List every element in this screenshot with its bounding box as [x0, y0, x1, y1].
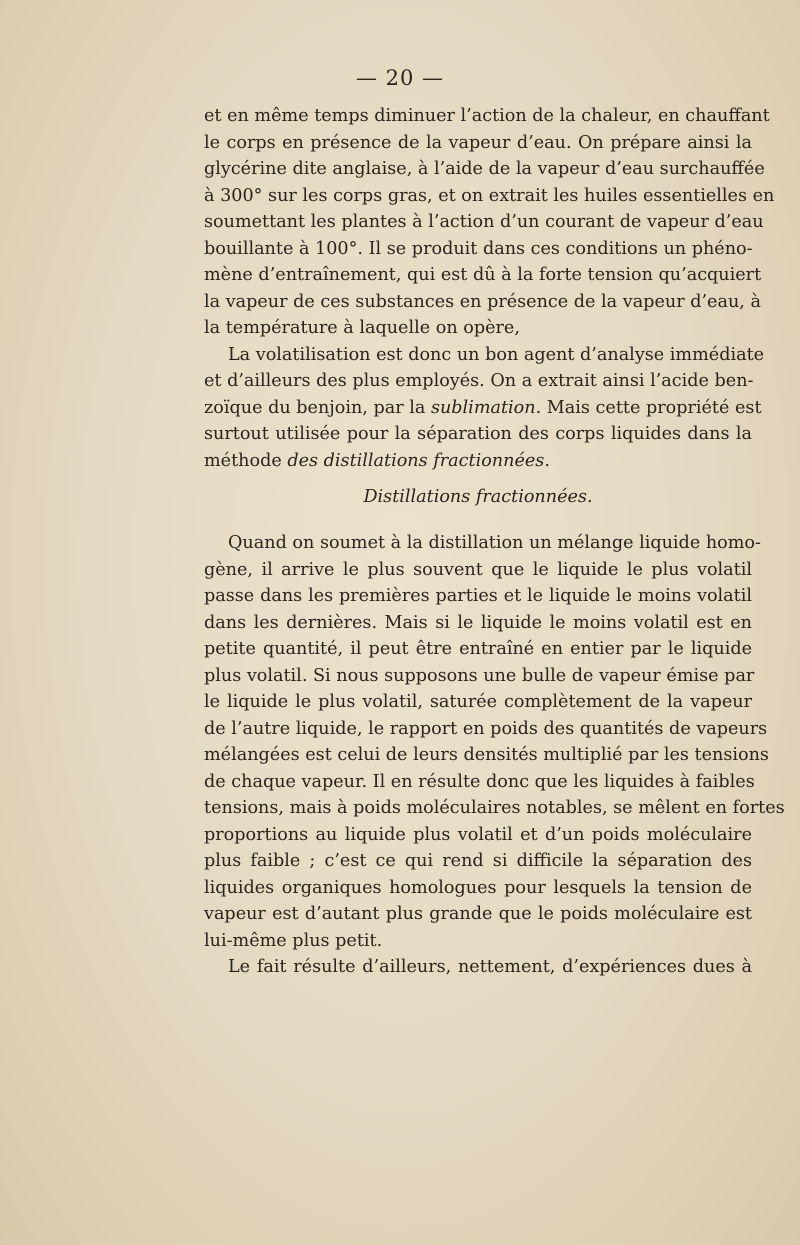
- text-line: mélangées est celui de leurs densités multiplié par les tensions: [204, 745, 769, 765]
- page-number: — 20 —: [355, 66, 445, 90]
- text-line: à 300° sur les corps gras, et on extrait les huiles essentielles en: [204, 185, 775, 206]
- text-line: liquides organiques homologues pour lesquels la tension de: [204, 877, 752, 898]
- text-line: de chaque vapeur. Il en résulte donc que les liquides à faibles: [204, 771, 755, 792]
- text-line: Quand on soumet à la distillation un mélange liquide homo-: [228, 533, 761, 553]
- italic-term: sublimation.: [430, 397, 542, 418]
- text-segment: zoïque du benjoin, par la: [204, 397, 431, 418]
- text-line: mène d’entraînement, qui est dû à la forte tension qu’acquiert: [204, 265, 762, 285]
- text-line: la température à laquelle on opère,: [204, 318, 520, 338]
- paragraph-2: [204, 342, 765, 475]
- text-line: de l’autre liquide, le rapport en poids des quantités de vapeurs: [204, 718, 768, 739]
- text-line: bouillante à 100°. Il se produit dans ces conditions un phéno-: [204, 238, 753, 259]
- text-line: le liquide le plus volatil, saturée complètement de la vapeur: [204, 692, 752, 712]
- text-line: glycérine dite anglaise, à l’aide de la vapeur d’eau surchauffée: [204, 159, 765, 179]
- text-line: lui-même plus petit.: [204, 930, 383, 951]
- text-line: plus faible ; c’est ce qui rend si difficile la séparation des: [204, 851, 752, 871]
- text-line: proportions au liquide plus volatil et d’un poids moléculaire: [204, 824, 752, 845]
- text-line: plus volatil. Si nous supposons une bulle de vapeur émise par: [204, 665, 755, 686]
- text-line: [204, 395, 762, 422]
- text-line: et d’ailleurs des plus employés. On a extrait ainsi l’acide ben-: [204, 371, 754, 391]
- text-line: soumettant les plantes à l’action d’un courant de vapeur d’eau: [204, 212, 764, 232]
- text-line: dans les dernières. Mais si le liquide le moins volatil est en: [204, 612, 752, 633]
- text-line: la vapeur de ces substances en présence de la vapeur d’eau, à: [204, 291, 761, 312]
- text-segment: Mais cette propriété est: [541, 397, 762, 418]
- section-heading: Distillations fractionnées.: [363, 487, 593, 507]
- text-line: le corps en présence de la vapeur d’eau. On prépare ainsi la: [204, 132, 752, 153]
- text-line: et en même temps diminuer l’action de la chaleur, en chauffant: [204, 106, 770, 126]
- text-segment: méthode: [204, 450, 288, 471]
- text-line: petite quantité, il peut être entraîné en entier par le liquide: [204, 639, 752, 659]
- text-line: [204, 448, 752, 475]
- text-line: vapeur est d’autant plus grande que le poids moléculaire est: [204, 904, 752, 924]
- italic-term: des distillations fractionnées.: [287, 450, 550, 471]
- text-line: La volatilisation est donc un bon agent d’analyse immédiate: [228, 344, 765, 365]
- text-line: passe dans les premières parties et le liquide le moins volatil: [204, 586, 752, 606]
- paragraph-1: [204, 103, 775, 342]
- text-line: Le fait résulte d’ailleurs, nettement, d’expériences dues à: [228, 957, 752, 977]
- paragraph-3: [204, 530, 785, 954]
- text-line: tensions, mais à poids moléculaires notables, se mêlent en fortes: [204, 798, 785, 818]
- body-text: [204, 103, 785, 981]
- text-line: surtout utilisée pour la séparation des corps liquides dans la: [204, 424, 752, 444]
- text-line: gène, il arrive le plus souvent que le liquide le plus volatil: [204, 559, 752, 580]
- paragraph-4: [204, 954, 752, 981]
